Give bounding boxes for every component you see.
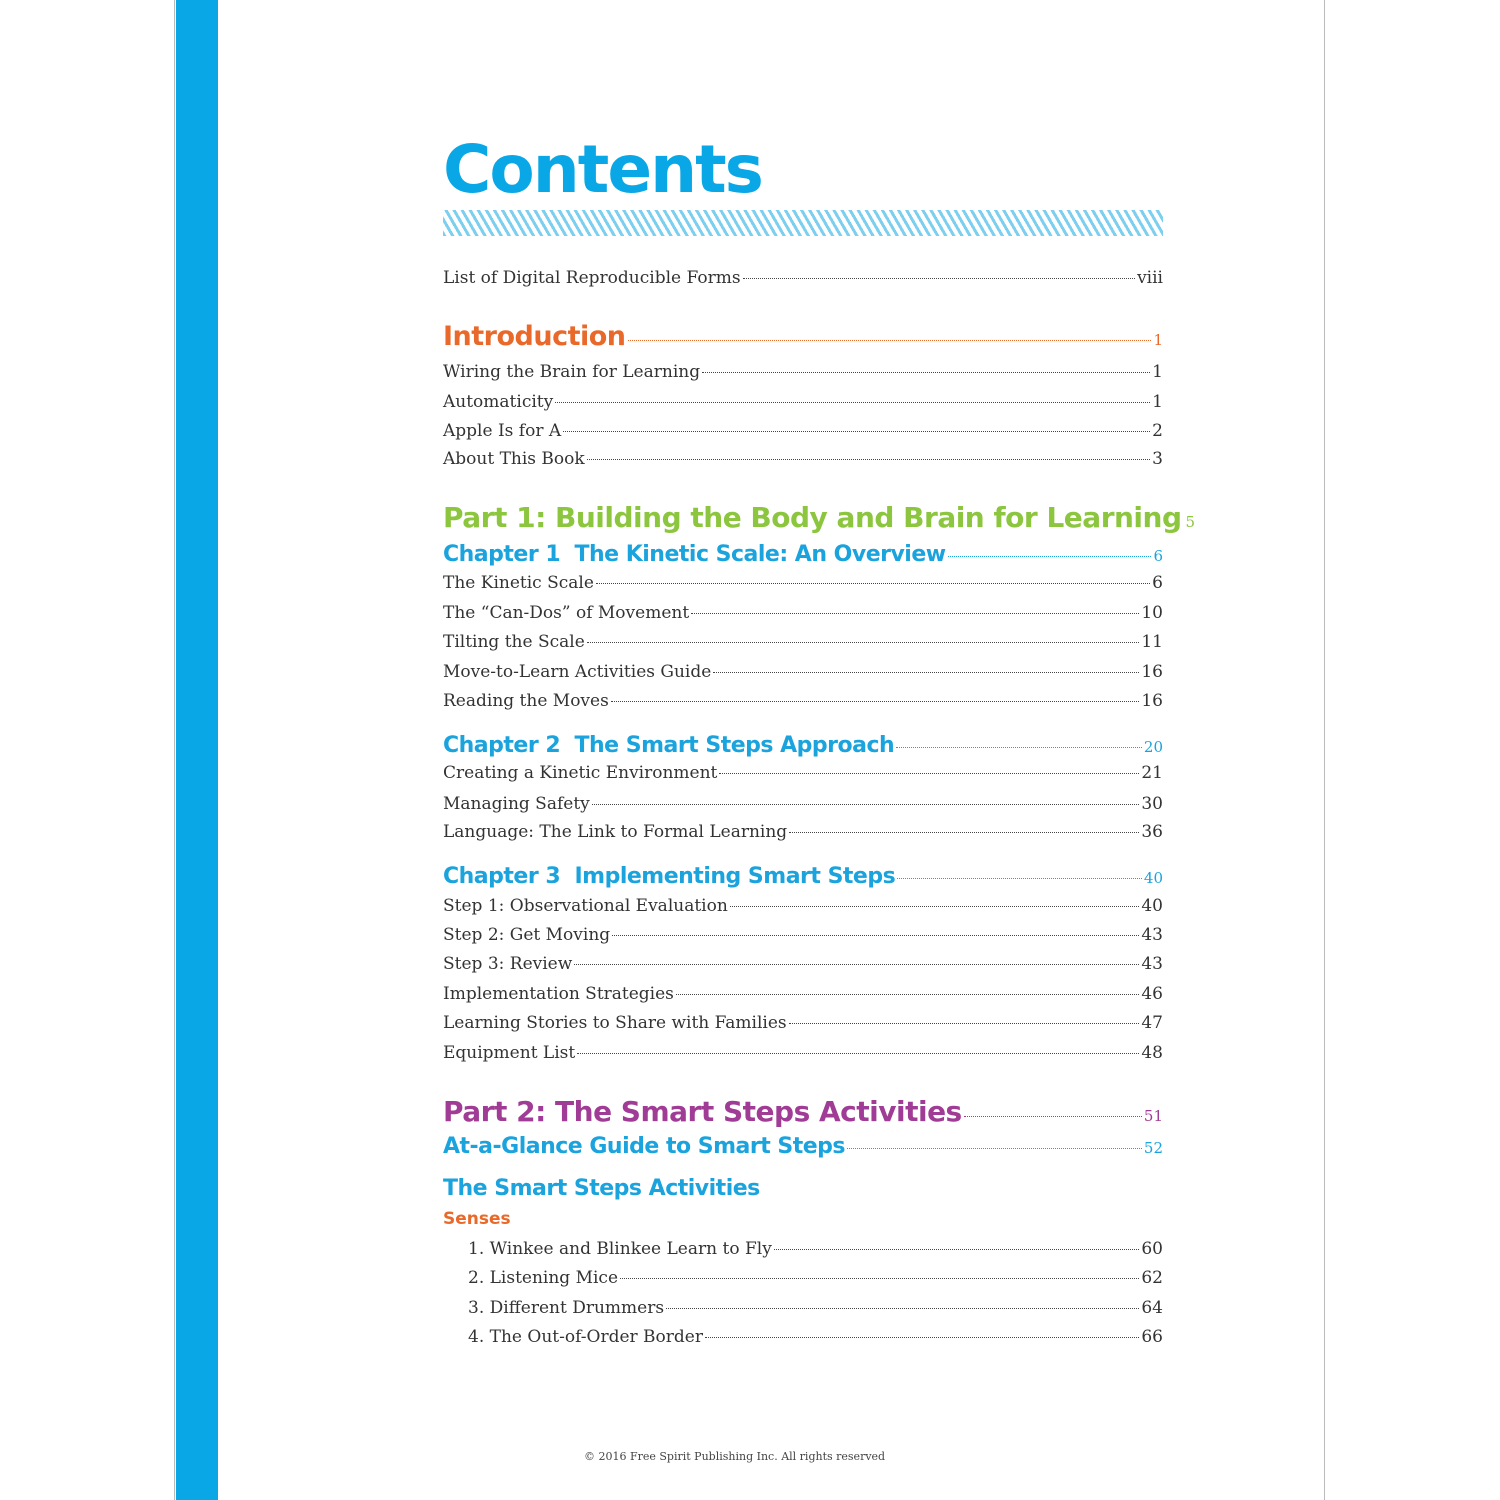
toc-entry[interactable]: 4. The Out-of-Order Border 66	[468, 1327, 1163, 1347]
at-a-glance-heading[interactable]: At-a-Glance Guide to Smart Steps 52	[443, 1134, 1163, 1159]
toc-entry[interactable]: Move-to-Learn Activities Guide 16	[443, 662, 1163, 682]
activities-heading: The Smart Steps Activities	[443, 1176, 760, 1201]
title-hatch-rule	[443, 210, 1163, 236]
copyright-footer: © 2016 Free Spirit Publishing Inc. All rights reserved	[584, 1450, 886, 1463]
contents-page	[443, 0, 1196, 1500]
toc-entry[interactable]: List of Digital Reproducible Forms viii	[443, 268, 1163, 288]
chapter2-heading[interactable]: Chapter 2 The Smart Steps Approach 20	[443, 733, 1163, 758]
part1-heading[interactable]: Part 1: Building the Body and Brain for Learning 5	[443, 501, 1196, 534]
toc-entry[interactable]: Automaticity 1	[443, 392, 1163, 412]
introduction-heading[interactable]: Introduction 1	[443, 321, 1163, 352]
toc-entry[interactable]: About This Book 3	[443, 449, 1163, 469]
toc-entry[interactable]: Step 2: Get Moving 43	[443, 925, 1163, 945]
toc-entry[interactable]: The “Can-Dos” of Movement 10	[443, 603, 1163, 623]
toc-entry[interactable]: 1. Winkee and Blinkee Learn to Fly 60	[468, 1239, 1163, 1259]
toc-entry[interactable]: 2. Listening Mice 62	[468, 1268, 1163, 1288]
senses-heading: Senses	[443, 1209, 511, 1229]
toc-entry[interactable]: Equipment List 48	[443, 1043, 1163, 1063]
part2-heading[interactable]: Part 2: The Smart Steps Activities 51	[443, 1095, 1163, 1128]
toc-entry[interactable]: 3. Different Drummers 64	[468, 1298, 1163, 1318]
toc-entry[interactable]: Step 3: Review 43	[443, 954, 1163, 974]
toc-entry[interactable]: Language: The Link to Formal Learning 36	[443, 822, 1163, 842]
toc-entry[interactable]: Wiring the Brain for Learning 1	[443, 362, 1163, 382]
toc-entry[interactable]: Tilting the Scale 11	[443, 632, 1163, 652]
side-color-bar	[176, 0, 218, 1500]
toc-entry[interactable]: Creating a Kinetic Environment 21	[443, 763, 1163, 783]
chapter1-heading[interactable]: Chapter 1 The Kinetic Scale: An Overview 6	[443, 542, 1163, 567]
toc-entry[interactable]: Reading the Moves 16	[443, 691, 1163, 711]
toc-entry[interactable]: Implementation Strategies 46	[443, 984, 1163, 1004]
toc-entry[interactable]: Managing Safety 30	[443, 794, 1163, 814]
toc-entry[interactable]: Step 1: Observational Evaluation 40	[443, 896, 1163, 916]
page-title: Contents	[443, 131, 762, 208]
toc-entry[interactable]: Learning Stories to Share with Families 47	[443, 1013, 1163, 1033]
toc-entry[interactable]: The Kinetic Scale 6	[443, 573, 1163, 593]
toc-entry[interactable]: Apple Is for A 2	[443, 421, 1163, 441]
chapter3-heading[interactable]: Chapter 3 Implementing Smart Steps 40	[443, 864, 1163, 889]
